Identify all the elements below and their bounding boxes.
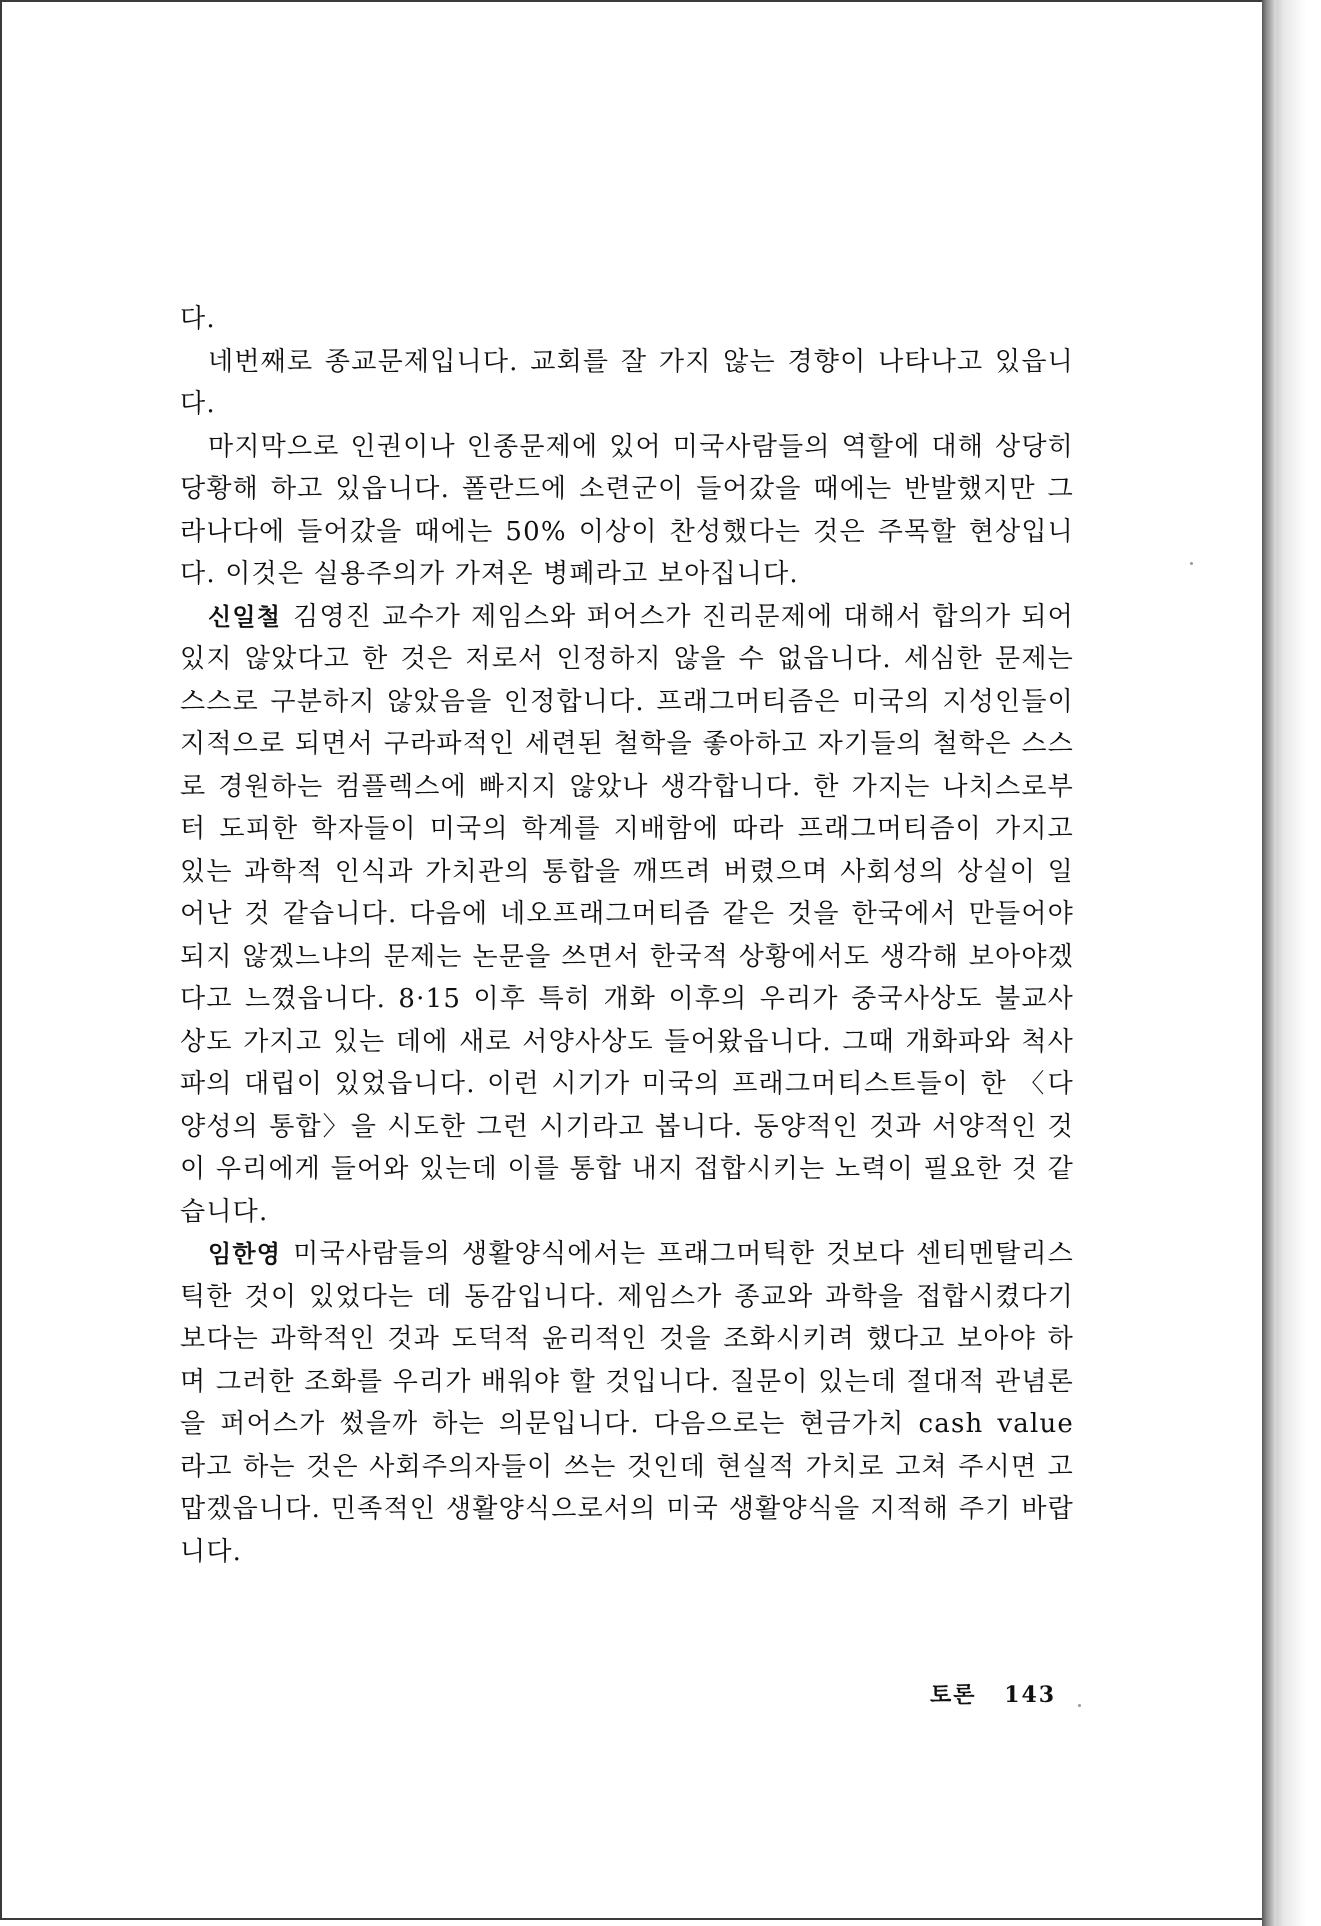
page-footer — [930, 1678, 1056, 1709]
footer-section-title: 토론 — [930, 1682, 977, 1708]
paper-speck — [1190, 562, 1193, 565]
paragraph-4-text: 김영진 교수가 제임스와 퍼어스가 진리문제에 대해서 합의가 되어 있지 않았다고 한 것은 저로서 인정하지 않을 수 없읍니다. 세심한 문제는 스스로 구분하지 않았음을 인정합니다. 프래그머티즘은 미국의 지성인들이 지적으로 되면서 구라파적인 세련된 철학을 좋아하고 자기들의 철학은 스스로 경원하는 컴플렉스에 빠지지 않았나 생각합니다. 한 가지는 나치스로부터 도피한 학자들이 미국의 학계를 지배함에 따라 프래그머티즘이 가지고 있는 과학적 인식과 가치관의 통합을 깨뜨려 버렸으며 사회성의 상실이 일어난 것 같습니다. 다음에 네오프래그머티즘 같은 것을 한국에서 만들어야 되지 않겠느냐의 문제는 논문을 쓰면서 한국적 상황에서도 생각해 보아야겠다고 느꼈읍니다. 8·15 이후 특히 개화 이후의 우리가 중국사상도 불교사상도 가지고 있는 데에 새로 서양사상도 들어왔읍니다. 그때 개화파와 척사파의 대립이 있었읍니다. 이런 시기가 미국의 프래그머티스트들이 한 〈다양성의 통합〉을 시도한 그런 시기라고 봅니다. 동양적인 것과 서양적인 것이 우리에게 들어와 있는데 이를 통합 내지 접합시키는 노력이 필요한 것 같습니다. — [180, 601, 1074, 1227]
page-number: 143 — [1004, 1682, 1057, 1708]
paragraph-2 — [180, 341, 1074, 426]
paragraph-4 — [180, 596, 1074, 1234]
speaker-name: 신일철 — [208, 602, 282, 631]
paragraph-2-text: 네번째로 종교문제입니다. 교회를 잘 가지 않는 경향이 나타나고 있읍니다. — [180, 346, 1074, 419]
paragraph-1 — [180, 298, 1074, 341]
speaker-name: 임한영 — [208, 1240, 282, 1268]
page-edge-curl — [1262, 0, 1276, 1926]
paragraph-3-text: 마지막으로 인권이나 인종문제에 있어 미국사람들의 역할에 대해 상당히 당황해 하고 있읍니다. 폴란드에 소련군이 들어갔을 때에는 반발했지만 그라나다에 들어갔을 때에는 50% 이상이 찬성했다는 것은 주목할 현상입니다. 이것은 실용주의가 가져온 병폐라고 보아집니다. — [180, 431, 1074, 589]
paragraph-5 — [180, 1233, 1074, 1573]
paragraph-1-text: 다. — [180, 304, 216, 334]
body-text — [180, 298, 1074, 1573]
paper-speck — [1078, 1704, 1081, 1707]
paragraph-3 — [180, 426, 1074, 596]
paragraph-5-text: 미국사람들의 생활양식에서는 프래그머틱한 것보다 센티멘탈리스틱한 것이 있었다는 데 동감입니다. 제임스가 종교와 과학을 접합시켰다기보다는 과학적인 것과 도덕적 윤리적인 것을 조화시키려 했다고 보아야 하며 그러한 조화를 우리가 배워야 할 것입니다. 질문이 있는데 절대적 관념론을 퍼어스가 썼을까 하는 의문입니다. 다음으로는 현금가치 cash value 라고 하는 것은 사회주의자들이 쓰는 것인데 현실적 가치로 고쳐 주시면 고맙겠읍니다. 민족적인 생활양식으로서의 미국 생활양식을 지적해 주기 바랍니다. — [180, 1239, 1074, 1567]
